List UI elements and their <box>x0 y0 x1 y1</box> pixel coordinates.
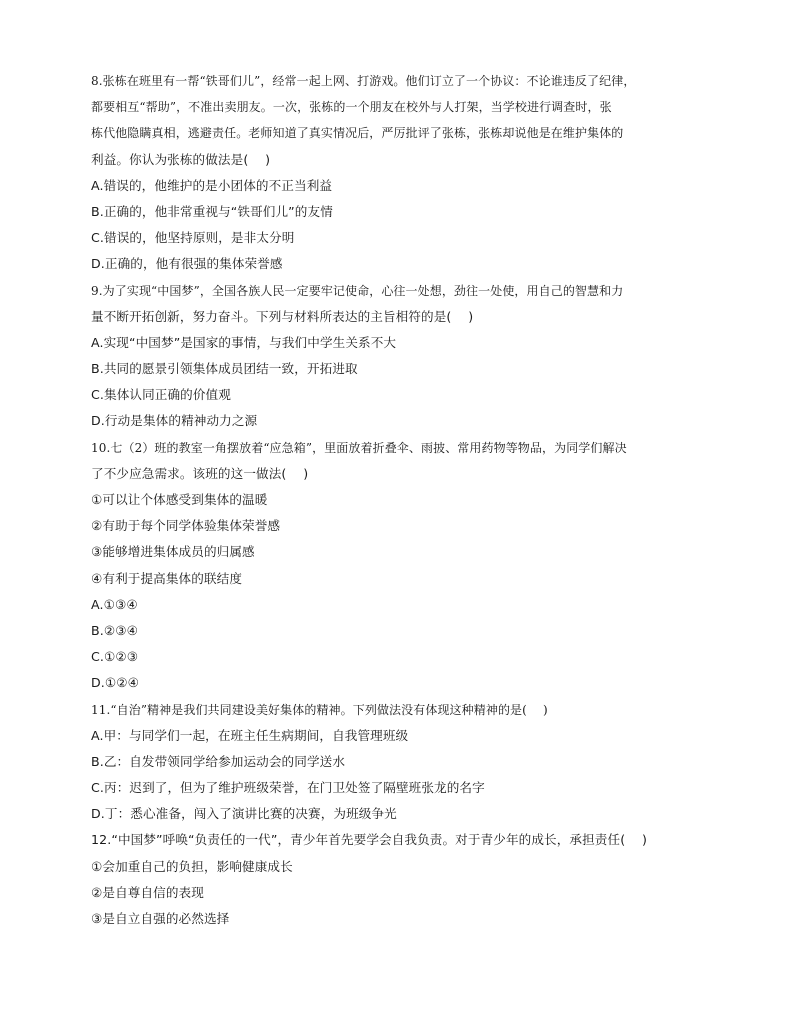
question-12-statement-3: ③是自立自强的必然选择 <box>91 911 230 926</box>
question-9-option-c: C.集体认同正确的价值观 <box>91 387 231 403</box>
question-10-statement-3: ③能够增进集体成员的归属感 <box>91 544 255 560</box>
question-9-option-d: D.行动是集体的精神动力之源 <box>91 413 258 429</box>
question-12-statement-2: ②是自尊自信的表现 <box>91 884 204 900</box>
question-9 <box>91 278 703 435</box>
question-8-stem-line-4: 利益。你认为张栋的做法是( ) <box>91 151 271 167</box>
question-9-option-b: B.共同的愿景引领集体成员团结一致，开拓进取 <box>91 361 358 377</box>
question-11-option-c: C.丙：迟到了，但为了维护班级荣誉，在门卫处签了隔壁班张龙的名字 <box>91 780 485 796</box>
question-10-stem-line-2: 了不少应急需求。该班的这一做法( ) <box>91 465 309 481</box>
question-12-stem-line-1: 12.“中国梦”呼唤“负责任的一代”，青少年首先要学会自我负责。对于青少年的成长，承担责任( ) <box>91 832 648 848</box>
question-8 <box>91 68 703 278</box>
question-8-option-b: B.正确的，他非常重视与“铁哥们儿”的友情 <box>91 203 333 219</box>
question-12-statement-1: ①会加重自己的负担，影响健康成长 <box>91 858 293 874</box>
question-10-option-a: A.①③④ <box>91 596 138 612</box>
question-10-stem-line-1: 10.七（2）班的教室一角摆放着“应急箱”，里面放着折叠伞、雨披、常用药物等物品，为同学们解决 <box>91 440 627 455</box>
question-10-option-c: C.①②③ <box>91 649 139 665</box>
question-11-option-a: A.甲：与同学们一起，在班主任生病期间，自我管理班级 <box>91 727 409 743</box>
document-page <box>91 68 703 932</box>
question-10-statement-2: ②有助于每个同学体验集体荣誉感 <box>91 518 281 534</box>
question-8-option-c: C.错误的，他坚持原则，是非太分明 <box>91 230 295 246</box>
question-10-statement-4: ④有利于提高集体的联结度 <box>91 570 243 586</box>
question-8-stem-line-2: 都要相互“帮助”，不准出卖朋友。一次，张栋的一个朋友在校外与人打架，当学校进行调查时，张 <box>91 100 612 115</box>
question-9-option-a: A.实现“中国梦”是国家的事情，与我们中学生关系不大 <box>91 334 397 350</box>
question-10 <box>91 435 703 697</box>
question-10-statement-1: ①可以让个体感受到集体的温暖 <box>91 492 268 507</box>
question-12 <box>91 827 703 932</box>
question-11-option-d: D.丁：悉心准备，闯入了演讲比赛的决赛，为班级争光 <box>91 806 397 822</box>
question-8-option-d: D.正确的，他有很强的集体荣誉感 <box>91 256 283 272</box>
question-8-stem-line-1: 8.张栋在班里有一帮“铁哥们儿”，经常一起上网、打游戏。他们订立了一个协议：不论谁违反了纪律， <box>91 74 636 88</box>
question-9-stem-line-1: 9.为了实现“中国梦”，全国各族人民一定要牢记使命，心往一处想，劲往一处使，用自己的智慧和力 <box>91 283 624 298</box>
question-11-option-b: B.乙：自发带领同学给参加运动会的同学送水 <box>91 753 346 769</box>
question-10-option-d: D.①②④ <box>91 675 140 691</box>
question-9-stem-line-2: 量不断开拓创新，努力奋斗。下列与材料所表达的主旨相符的是( ) <box>91 308 474 324</box>
question-10-option-b: B.②③④ <box>91 622 139 638</box>
question-8-option-a: A.错误的，他维护的是小团体的不正当利益 <box>91 177 333 193</box>
question-11 <box>91 697 703 828</box>
question-11-stem-line-1: 11.“自治”精神是我们共同建设美好集体的精神。下列做法没有体现这种精神的是( ) <box>91 702 548 717</box>
question-8-stem-line-3: 栋代他隐瞒真相，逃避责任。老师知道了真实情况后，严厉批评了张栋，张栋却说他是在维护集体的 <box>91 126 624 141</box>
